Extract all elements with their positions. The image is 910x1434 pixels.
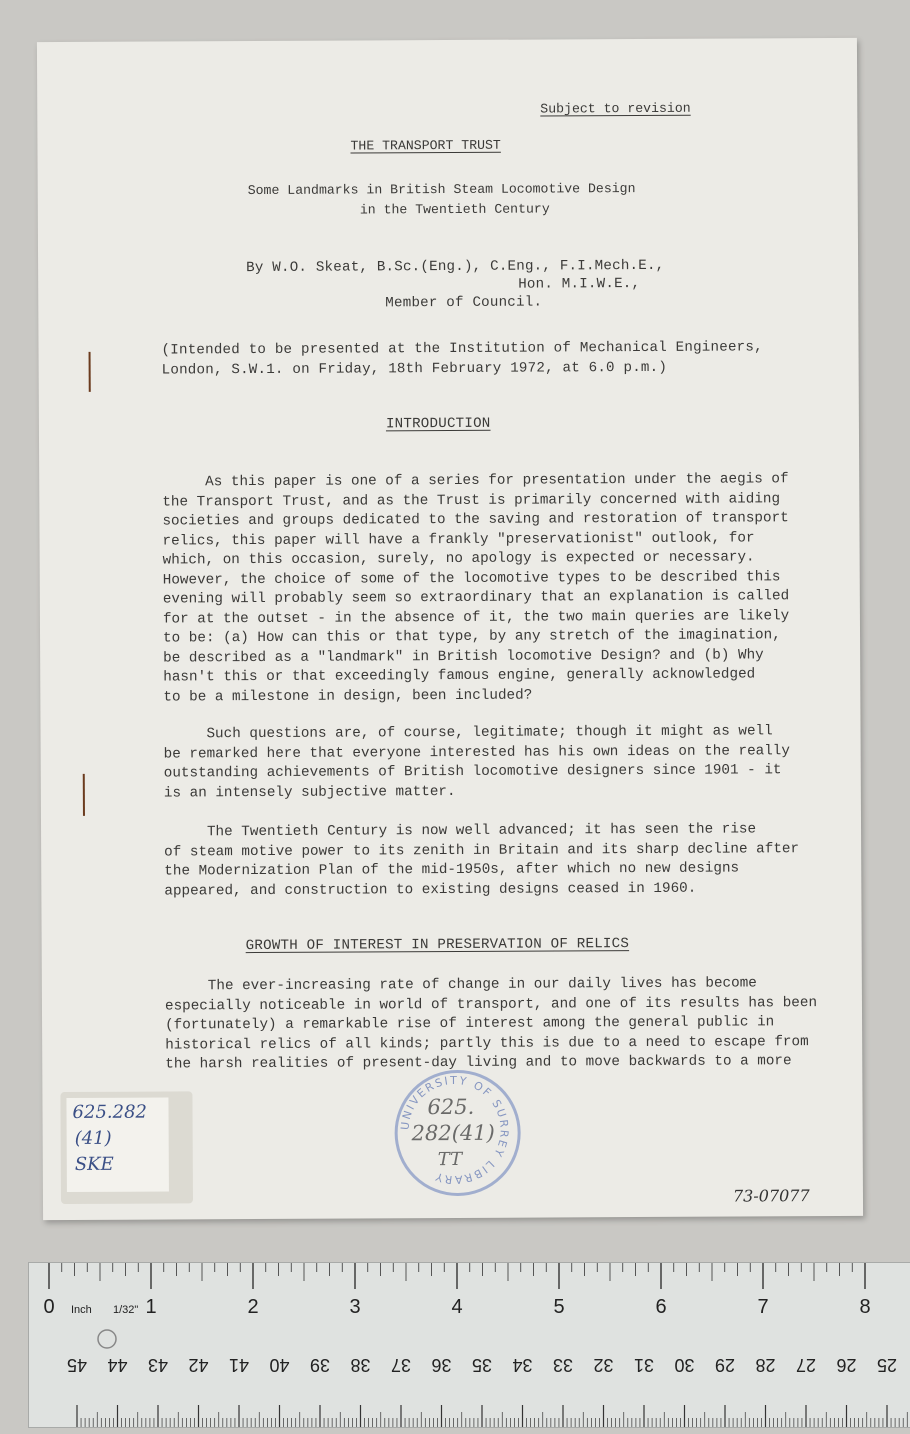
introduction-paragraph: As this paper is one of a series for presentation under the aegis of the Transport Trust, and as the Trust is primarily concerned with aiding societies and groups dedicated to the saving and restoration of transport relics, this paper will have a frankly "preservationist" outlook, for which, on this occasion, surely, no apology is expected or necessary. However, the choice of some of the locomotive types to be described this evening will probably seem so extraordinary that an explanation is called for at the outset - in the absence of it, the two main queries are likely to be: (a) How can this or that type, by any stretch of the imagination, be described as a "landmark" in British locomotive Design? and (b) Why hasn't this or that exceedingly famous engine, generally acknowledged to be a milestone in design, been included? <box>162 471 790 706</box>
library-stamp <box>394 1070 521 1197</box>
document-title: THE TRANSPORT TRUST <box>350 137 501 154</box>
stamp-classmark-2: 282(41) <box>411 1120 495 1146</box>
cm-label: 38 <box>350 1355 371 1375</box>
author-line-2: Hon. M.I.W.E., <box>518 275 641 293</box>
presentation-note-line-1: (Intended to be presented at the Institution of Mechanical Engineers, <box>161 339 763 359</box>
inch-label: 1 <box>145 1296 157 1318</box>
status-note: Subject to revision <box>540 100 691 117</box>
ruler-hole-icon <box>98 1330 116 1348</box>
ruler-scale <box>29 1263 910 1427</box>
cm-label: 44 <box>107 1355 128 1375</box>
cm-label: 39 <box>309 1355 331 1375</box>
inch-label: 2 <box>247 1296 259 1318</box>
library-label <box>60 1091 193 1204</box>
cm-label: 34 <box>512 1355 533 1375</box>
cm-label: 43 <box>147 1355 169 1375</box>
stamp-classmark-1: 625. <box>427 1094 475 1120</box>
subtitle-line-1: Some Landmarks in British Steam Locomotive Design <box>247 181 636 199</box>
questions-paragraph: Such questions are, of course, legitimate; though it might as well be remarked here that everyone interested has his own ideas on the really outstanding achievements of British locomotive designers since 1901 - it is an intensely subjective matter. <box>163 723 790 802</box>
cm-label: 28 <box>755 1355 776 1375</box>
stamp-ring-text: UNIVERSITY OF SURREY LIBRARY <box>398 1073 511 1187</box>
cm-label: 30 <box>674 1355 695 1375</box>
inch-label: 4 <box>451 1296 463 1318</box>
cm-label: 35 <box>471 1355 493 1375</box>
label-classmark: 625.282 <box>72 1101 148 1123</box>
growth-heading: GROWTH OF INTEREST IN PRESERVATION OF RELICS <box>245 936 630 955</box>
inch-unit-label: Inch <box>71 1304 92 1316</box>
inch-label: 8 <box>859 1296 871 1318</box>
cm-label: 26 <box>836 1355 857 1375</box>
cm-label: 29 <box>714 1355 736 1375</box>
cm-label: 27 <box>795 1355 817 1375</box>
cm-label: 37 <box>390 1355 412 1375</box>
inch-label: 6 <box>655 1296 667 1318</box>
stamp-classmark-3: TT <box>437 1148 463 1171</box>
cm-label: 36 <box>431 1355 452 1375</box>
inch-label: 5 <box>553 1296 565 1318</box>
inch-label: 7 <box>757 1296 769 1318</box>
cm-label: 25 <box>876 1355 898 1375</box>
introduction-heading: INTRODUCTION <box>385 415 491 433</box>
cm-label: 45 <box>66 1355 88 1375</box>
label-subdivision: (41) <box>74 1127 112 1149</box>
subtitle-line-2: in the Twentieth Century <box>359 201 550 218</box>
cm-label: 33 <box>552 1355 574 1375</box>
ruler <box>28 1262 910 1428</box>
cm-label: 42 <box>188 1355 209 1375</box>
inch-label: 3 <box>349 1296 361 1318</box>
author-line-1: By W.O. Skeat, B.Sc.(Eng.), C.Eng., F.I.Mech.E., <box>246 257 665 277</box>
inch-label: 0 <box>43 1296 55 1318</box>
cm-label: 31 <box>633 1355 655 1375</box>
change-paragraph: The ever-increasing rate of change in our daily lives has become especially noticeable in world of transport, and one of its results has been (fortunately) a remarkable rise of interest among the general public in historical relics of all kinds; partly this is due to a need to escape from the harsh realities of present-day living and to move backwards to a more <box>164 975 818 1073</box>
accession-number: 73-07077 <box>732 1186 810 1206</box>
presentation-note-line-2: London, S.W.1. on Friday, 18th February 1972, at 6.0 p.m.) <box>161 359 668 379</box>
century-paragraph: The Twentieth Century is now well advanced; it has seen the rise of steam motive power to its zenith in Britain and its sharp decline after the Modernization Plan of the mid-1950s, after which no new designs appeared, and construction to existing designs ceased in 1960. <box>164 821 800 899</box>
staple-top <box>89 352 91 392</box>
document-page <box>37 38 863 1220</box>
label-author-code: SKE <box>74 1153 114 1175</box>
cm-label: 41 <box>228 1355 250 1375</box>
fraction-unit-label: 1/32" <box>113 1304 139 1316</box>
staple-bottom <box>83 774 85 816</box>
cm-label: 40 <box>269 1355 290 1375</box>
cm-label: 32 <box>593 1355 614 1375</box>
author-line-3: Member of Council. <box>385 294 543 312</box>
